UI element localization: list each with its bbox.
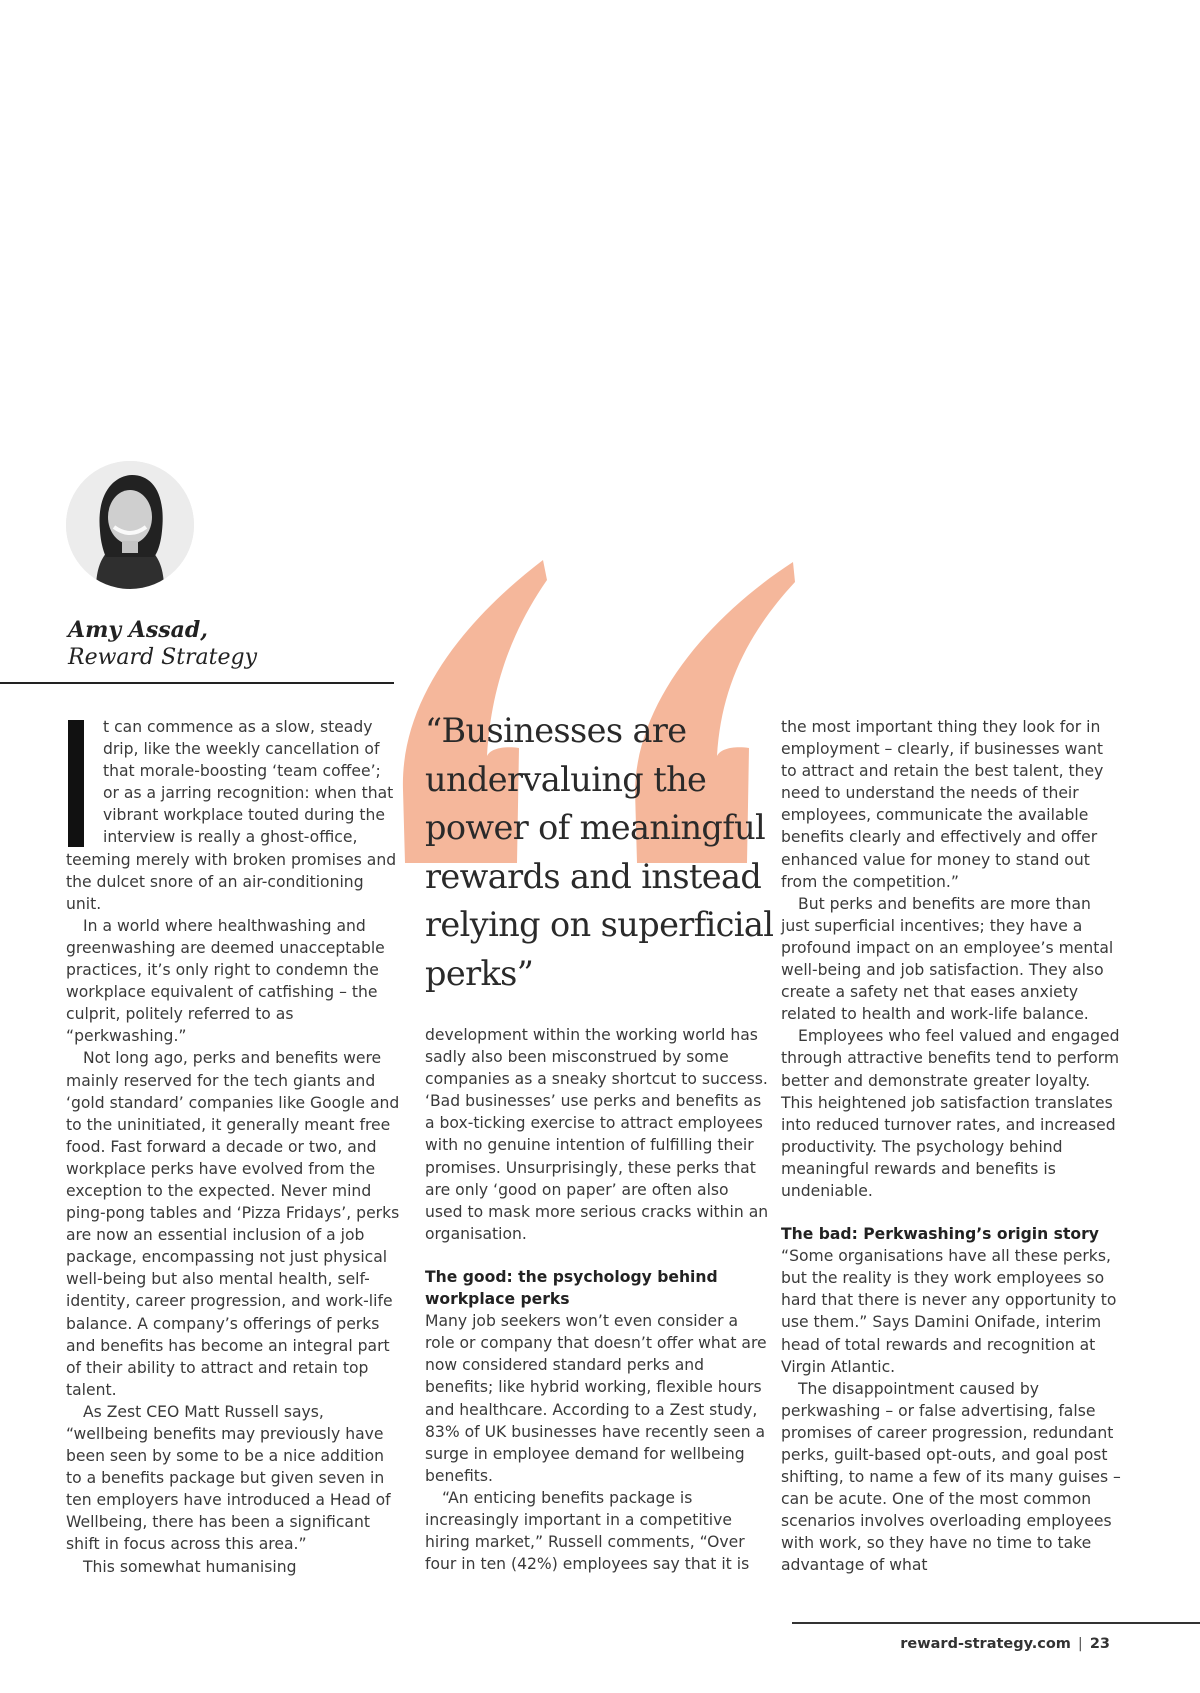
- footer-site-url: reward-strategy.com: [900, 1636, 1071, 1652]
- author-portrait-icon: [66, 461, 194, 589]
- article-column-3: [781, 716, 1121, 1577]
- body-paragraph: In a world where healthwashing and greenwashing are deemed unacceptable practices, it’s only right to condemn the workplace equivalent of catfishing – the culprit, politely referred to as “perkwashing.”: [66, 916, 385, 1046]
- author-avatar: [66, 461, 194, 589]
- article-column-1: [66, 716, 401, 1578]
- author-divider: [0, 682, 394, 684]
- body-paragraph: development within the working world has sadly also been misconstrued by some companies as a sneaky shortcut to success. ‘Bad businesses’ use perks and benefits as a box-ticking exercise to attract employees with no genuine intention of fulfilling their promises. Unsurprisingly, these perks that are only ‘good on paper’ are often also used to mask more serious cracks within an organisation.: [425, 1026, 769, 1243]
- body-paragraph: “An enticing benefits package is increasingly important in a competitive hiring market,” Russell comments, “Over four in ten (42%) employees say that it is: [425, 1488, 750, 1574]
- drop-cap-letter: [68, 720, 84, 847]
- body-paragraph: Many job seekers won’t even consider a role or company that doesn’t offer what are now considered standard perks and benefits; like hybrid working, flexible hours and healthcare. According to a Zest study, 83% of UK businesses have recently seen a surge in employee demand for wellbeing benefits.: [425, 1312, 767, 1485]
- author-role: Reward Strategy: [68, 645, 258, 670]
- section-heading: The bad: Perkwashing’s origin story: [781, 1225, 1099, 1244]
- page-footer: [900, 1636, 1110, 1652]
- author-name: Amy Assad,: [68, 617, 208, 643]
- body-paragraph: “Some organisations have all these perks, but the reality is they work employees so hard that there is never any opportunity to use them.” Says Damini Onifade, interim head of total rewards and recognition at Virgin Atlantic.: [781, 1247, 1117, 1376]
- intro-paragraph: [66, 716, 401, 915]
- article-column-2: [425, 1024, 770, 1575]
- body-paragraph: the most important thing they look for in employment – clearly, if businesses want to attract and retain the best talent, they need to understand the needs of their employees, communicate the available benefits clearly and effectively and offer enhanced value for money to stand out from the competition.”: [781, 718, 1104, 891]
- footer-separator: |: [1077, 1636, 1083, 1652]
- body-paragraph: Not long ago, perks and benefits were mainly reserved for the tech giants and ‘gold standard’ companies like Google and to the uninitiated, it generally meant free food. Fast forward a decade or two, and workplace perks have evolved from the exception to the expected. Never mind ping-pong tables and ‘Pizza Fridays’, perks are now an essential inclusion of a job package, encompassing not just physical well-being but also mental health, self-identity, career progression, and work-life balance. A company’s offerings of perks and benefits has become an integral part of their ability to attract and retain top talent.: [66, 1049, 400, 1399]
- page-number: 23: [1089, 1636, 1110, 1652]
- section-heading: The good: the psychology behind workplace perks: [425, 1267, 718, 1309]
- body-paragraph: Employees who feel valued and engaged through attractive benefits tend to perform better and demonstrate greater loyalty. This heightened job satisfaction translates into reduced turnover rates, and increased productivity. The psychology behind meaningful rewards and benefits is undeniable.: [781, 1027, 1120, 1200]
- footer-divider: [792, 1622, 1200, 1624]
- pull-quote: “Businesses are undervaluing the power of meaningful rewards and instead relying on superficial perks”: [425, 711, 774, 993]
- paragraph-text: t can commence as a slow, steady drip, like the weekly cancellation of that morale-boosting ‘team coffee’; or as a jarring recognition: when that vibrant workplace touted during the interview is really a ghost-office, teeming merely with broken promises and the dulcet snore of an air-conditioning unit.: [66, 718, 397, 913]
- body-paragraph: This somewhat humanising: [83, 1557, 297, 1576]
- body-paragraph: As Zest CEO Matt Russell says, “wellbeing benefits may previously have been seen by some to be a nice addition to a benefits package but given seven in ten employers have introduced a Head of Wellbeing, there has been a significant shift in focus across this area.”: [66, 1402, 391, 1554]
- body-paragraph: The disappointment caused by perkwashing – or false advertising, false promises of career progression, redundant perks, guilt-based opt-outs, and goal post shifting, to name a few of its many guises – can be acute. One of the most common scenarios involves overloading employees with work, so they have no time to take advantage of what: [781, 1379, 1121, 1575]
- author-credit: [68, 617, 388, 671]
- body-paragraph: But perks and benefits are more than just superficial incentives; they have a profound impact on an employee’s mental well-being and job satisfaction. They also create a safety net that eases anxiety related to health and work-life balance.: [781, 894, 1114, 1024]
